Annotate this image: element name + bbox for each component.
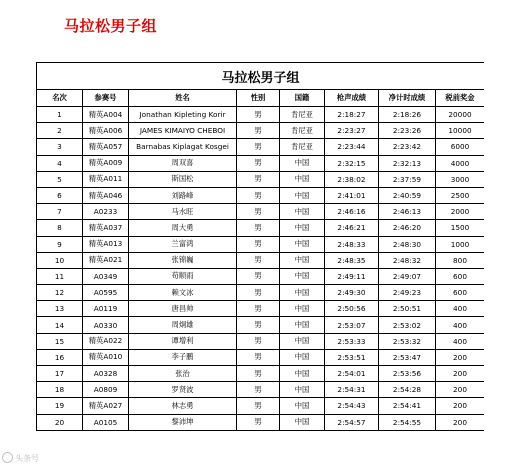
net-time-cell: 2:53:32 (379, 333, 436, 349)
bib-cell: 精英A006 (83, 123, 129, 139)
net-time-cell: 2:49:23 (379, 285, 436, 301)
gun-time-cell: 2:41:01 (325, 187, 379, 203)
table-header-row (37, 90, 485, 107)
gun-time-cell: 2:49:30 (325, 285, 379, 301)
prize-cell: 6000 (436, 139, 485, 155)
nationality-cell: 中国 (280, 252, 325, 268)
gun-time-cell: 2:18:27 (325, 107, 379, 123)
rank-cell: 14 (37, 317, 83, 333)
net-time-cell: 2:46:13 (379, 204, 436, 220)
nationality-cell: 中国 (280, 204, 325, 220)
rank-cell: 7 (37, 204, 83, 220)
gun-time-cell: 2:46:16 (325, 204, 379, 220)
bib-cell: A0328 (83, 366, 129, 382)
prize-cell: 4000 (436, 155, 485, 171)
rank-cell: 1 (37, 107, 83, 123)
table-row (37, 333, 485, 349)
prize-cell: 600 (436, 285, 485, 301)
rank-cell: 11 (37, 268, 83, 284)
name-cell: 唐昌帅 (129, 301, 237, 317)
table-row (37, 155, 485, 171)
nationality-cell: 中国 (280, 220, 325, 236)
name-cell: 李子鹏 (129, 349, 237, 365)
net-time-cell: 2:54:41 (379, 398, 436, 414)
gender-cell: 男 (237, 382, 280, 398)
name-cell: Barnabas Kiplagat Kosgei (129, 139, 237, 155)
gender-cell: 男 (237, 107, 280, 123)
rank-cell: 3 (37, 139, 83, 155)
bib-cell: 精英A027 (83, 398, 129, 414)
net-time-cell: 2:40:59 (379, 187, 436, 203)
column-header: 枪声成绩 (325, 90, 379, 107)
name-cell: 黎沛坤 (129, 414, 237, 430)
prize-cell: 200 (436, 349, 485, 365)
gender-cell: 男 (237, 171, 280, 187)
gun-time-cell: 2:48:33 (325, 236, 379, 252)
gender-cell: 男 (237, 317, 280, 333)
net-time-cell: 2:23:26 (379, 123, 436, 139)
name-cell: 兰富鸿 (129, 236, 237, 252)
gender-cell: 男 (237, 398, 280, 414)
table-row (37, 366, 485, 382)
bib-cell: A0105 (83, 414, 129, 430)
rank-cell: 18 (37, 382, 83, 398)
rank-cell: 6 (37, 187, 83, 203)
rank-cell: 19 (37, 398, 83, 414)
gun-time-cell: 2:38:02 (325, 171, 379, 187)
gender-cell: 男 (237, 414, 280, 430)
bib-cell: A0595 (83, 285, 129, 301)
name-cell: 斯国松 (129, 171, 237, 187)
gun-time-cell: 2:48:35 (325, 252, 379, 268)
gender-cell: 男 (237, 236, 280, 252)
name-cell: JAMES KIMAIYO CHEBOI (129, 123, 237, 139)
nationality-cell: 中国 (280, 398, 325, 414)
column-header: 参赛号 (83, 90, 129, 107)
nationality-cell: 中国 (280, 414, 325, 430)
nationality-cell: 中国 (280, 366, 325, 382)
table-body (37, 107, 485, 431)
name-cell: 周炯雄 (129, 317, 237, 333)
gender-cell: 男 (237, 349, 280, 365)
bib-cell: 精英A057 (83, 139, 129, 155)
nationality-cell: 肯尼亚 (280, 123, 325, 139)
bib-cell: A0119 (83, 301, 129, 317)
table-row (37, 220, 485, 236)
prize-cell: 2000 (436, 204, 485, 220)
nationality-cell: 中国 (280, 382, 325, 398)
name-cell: 张治 (129, 366, 237, 382)
rank-cell: 8 (37, 220, 83, 236)
bib-cell: 精英A021 (83, 252, 129, 268)
prize-cell: 1500 (436, 220, 485, 236)
prize-cell: 200 (436, 398, 485, 414)
watermark-text: 头条号 (15, 454, 39, 463)
name-cell: 张锦巍 (129, 252, 237, 268)
watermark (2, 452, 39, 464)
rank-cell: 4 (37, 155, 83, 171)
prize-cell: 1000 (436, 236, 485, 252)
column-header: 净计时成绩 (379, 90, 436, 107)
gun-time-cell: 2:23:27 (325, 123, 379, 139)
bib-cell: 精英A011 (83, 171, 129, 187)
prize-cell: 600 (436, 268, 485, 284)
rank-cell: 16 (37, 349, 83, 365)
gun-time-cell: 2:54:31 (325, 382, 379, 398)
gun-time-cell: 2:53:07 (325, 317, 379, 333)
gun-time-cell: 2:23:44 (325, 139, 379, 155)
net-time-cell: 2:48:32 (379, 252, 436, 268)
gun-time-cell: 2:46:21 (325, 220, 379, 236)
column-header: 姓名 (129, 90, 237, 107)
gender-cell: 男 (237, 333, 280, 349)
gun-time-cell: 2:53:51 (325, 349, 379, 365)
nationality-cell: 中国 (280, 301, 325, 317)
watermark-logo-icon (2, 452, 13, 463)
bib-cell: 精英A009 (83, 155, 129, 171)
gun-time-cell: 2:54:43 (325, 398, 379, 414)
table-row (37, 349, 485, 365)
table-row (37, 382, 485, 398)
gender-cell: 男 (237, 268, 280, 284)
bib-cell: 精英A013 (83, 236, 129, 252)
nationality-cell: 中国 (280, 268, 325, 284)
bib-cell: A0349 (83, 268, 129, 284)
gender-cell: 男 (237, 366, 280, 382)
bib-cell: 精英A046 (83, 187, 129, 203)
gun-time-cell: 2:49:11 (325, 268, 379, 284)
net-time-cell: 2:37:59 (379, 171, 436, 187)
rank-cell: 15 (37, 333, 83, 349)
prize-cell: 2500 (436, 187, 485, 203)
nationality-cell: 中国 (280, 333, 325, 349)
name-cell: 苟顺雨 (129, 268, 237, 284)
net-time-cell: 2:53:02 (379, 317, 436, 333)
name-cell: 罗贤波 (129, 382, 237, 398)
nationality-cell: 中国 (280, 349, 325, 365)
name-cell: Jonathan Kipleting Korir (129, 107, 237, 123)
table-row (37, 414, 485, 430)
net-time-cell: 2:54:55 (379, 414, 436, 430)
rank-cell: 17 (37, 366, 83, 382)
net-time-cell: 2:50:51 (379, 301, 436, 317)
net-time-cell: 2:46:20 (379, 220, 436, 236)
rank-cell: 13 (37, 301, 83, 317)
table-row (37, 171, 485, 187)
rank-cell: 9 (37, 236, 83, 252)
net-time-cell: 2:23:42 (379, 139, 436, 155)
prize-cell: 400 (436, 317, 485, 333)
name-cell: 周大勇 (129, 220, 237, 236)
gun-time-cell: 2:54:57 (325, 414, 379, 430)
nationality-cell: 中国 (280, 155, 325, 171)
name-cell: 马水旺 (129, 204, 237, 220)
net-time-cell: 2:54:28 (379, 382, 436, 398)
gender-cell: 男 (237, 204, 280, 220)
results-table (36, 62, 484, 431)
gender-cell: 男 (237, 220, 280, 236)
column-header: 性别 (237, 90, 280, 107)
table-row (37, 139, 485, 155)
table-row (37, 398, 485, 414)
prize-cell: 200 (436, 366, 485, 382)
nationality-cell: 中国 (280, 171, 325, 187)
net-time-cell: 2:53:47 (379, 349, 436, 365)
prize-cell: 400 (436, 301, 485, 317)
table-row (37, 317, 485, 333)
table-row (37, 107, 485, 123)
gun-time-cell: 2:53:33 (325, 333, 379, 349)
gender-cell: 男 (237, 285, 280, 301)
prize-cell: 10000 (436, 123, 485, 139)
table-row (37, 236, 485, 252)
nationality-cell: 中国 (280, 236, 325, 252)
prize-cell: 800 (436, 252, 485, 268)
bib-cell: 精英A022 (83, 333, 129, 349)
gender-cell: 男 (237, 187, 280, 203)
bib-cell: 精英A037 (83, 220, 129, 236)
table-title: 马拉松男子组 (37, 63, 485, 90)
net-time-cell: 2:53:56 (379, 366, 436, 382)
gun-time-cell: 2:50:56 (325, 301, 379, 317)
prize-cell: 200 (436, 382, 485, 398)
name-cell: 林志勇 (129, 398, 237, 414)
gun-time-cell: 2:54:01 (325, 366, 379, 382)
table-row (37, 204, 485, 220)
net-time-cell: 2:18:26 (379, 107, 436, 123)
rank-cell: 10 (37, 252, 83, 268)
nationality-cell: 肯尼亚 (280, 107, 325, 123)
rank-cell: 5 (37, 171, 83, 187)
results-table-container (36, 62, 484, 470)
gender-cell: 男 (237, 123, 280, 139)
bib-cell: A0809 (83, 382, 129, 398)
column-header: 名次 (37, 90, 83, 107)
bib-cell: 精英A004 (83, 107, 129, 123)
bib-cell: 精英A010 (83, 349, 129, 365)
rank-cell: 2 (37, 123, 83, 139)
table-row (37, 285, 485, 301)
table-row (37, 187, 485, 203)
page-heading: 马拉松男子组 (64, 17, 158, 35)
nationality-cell: 中国 (280, 285, 325, 301)
gender-cell: 男 (237, 139, 280, 155)
name-cell: 周双喜 (129, 155, 237, 171)
gender-cell: 男 (237, 252, 280, 268)
net-time-cell: 2:48:30 (379, 236, 436, 252)
name-cell: 刘路峰 (129, 187, 237, 203)
rank-cell: 12 (37, 285, 83, 301)
gender-cell: 男 (237, 155, 280, 171)
gender-cell: 男 (237, 301, 280, 317)
prize-cell: 400 (436, 333, 485, 349)
name-cell: 谭增利 (129, 333, 237, 349)
table-row (37, 301, 485, 317)
prize-cell: 200 (436, 414, 485, 430)
gun-time-cell: 2:32:15 (325, 155, 379, 171)
rank-cell: 20 (37, 414, 83, 430)
table-row (37, 123, 485, 139)
prize-cell: 3000 (436, 171, 485, 187)
name-cell: 赖文冰 (129, 285, 237, 301)
column-header: 国籍 (280, 90, 325, 107)
net-time-cell: 2:49:07 (379, 268, 436, 284)
bib-cell: A0330 (83, 317, 129, 333)
table-row (37, 268, 485, 284)
nationality-cell: 中国 (280, 187, 325, 203)
column-header: 税前奖金 (436, 90, 485, 107)
nationality-cell: 中国 (280, 317, 325, 333)
table-row (37, 252, 485, 268)
net-time-cell: 2:32:13 (379, 155, 436, 171)
prize-cell: 20000 (436, 107, 485, 123)
bib-cell: A0233 (83, 204, 129, 220)
nationality-cell: 肯尼亚 (280, 139, 325, 155)
